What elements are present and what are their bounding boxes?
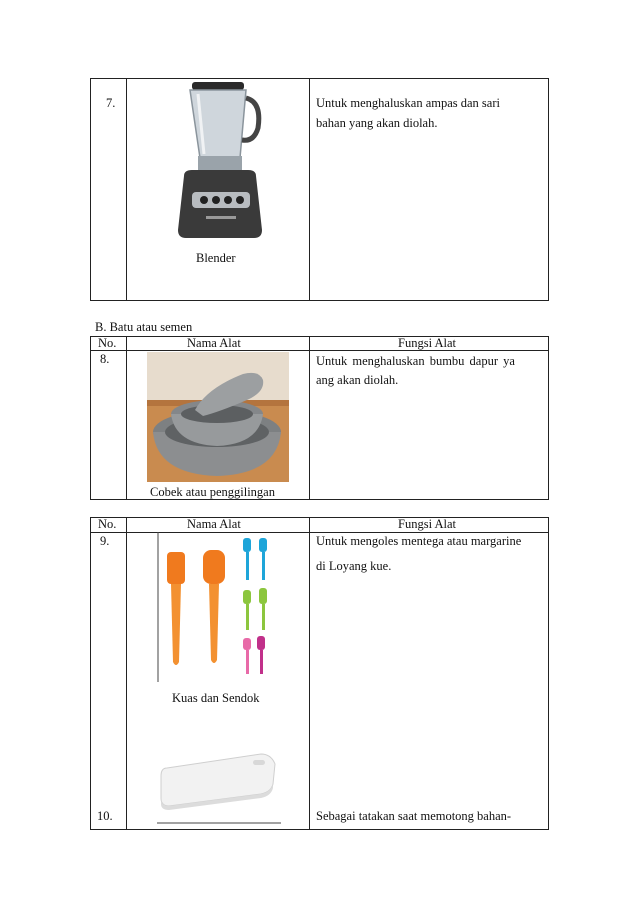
item-name: Blender <box>196 251 236 265</box>
header-function: Fungsi Alat <box>398 517 456 531</box>
brush-spatula-image <box>157 532 277 682</box>
table-divider <box>309 517 310 830</box>
item-name: Kuas dan Sendok <box>172 691 260 705</box>
table-divider <box>309 78 310 301</box>
function-line: ang akan diolah. <box>316 373 399 388</box>
header-function: Fungsi Alat <box>398 336 456 350</box>
row-number: 7. <box>106 96 116 110</box>
row-number: 9. <box>100 534 110 548</box>
header-no: No. <box>98 517 117 531</box>
function-line: Untuk menghaluskan bumbu dapur ya <box>316 354 515 368</box>
row-number: 8. <box>100 352 110 366</box>
function-text: Untuk mengoles mentega atau margarine <box>316 534 522 548</box>
section-heading: B. Batu atau semen <box>95 320 193 334</box>
function-text <box>316 352 542 391</box>
header-no: No. <box>98 336 117 350</box>
blender-image <box>170 80 270 245</box>
function-text: Sebagai tatakan saat memotong bahan- <box>316 809 512 823</box>
function-text: bahan yang akan diolah. <box>316 116 438 130</box>
header-divider <box>90 350 549 351</box>
item-name: Cobek atau penggilingan <box>150 485 275 499</box>
header-name: Nama Alat <box>187 517 241 531</box>
cutting-board-image <box>157 748 281 824</box>
function-text: di Loyang kue. <box>316 559 392 573</box>
table-divider <box>309 336 310 500</box>
table-divider <box>126 336 127 500</box>
header-name: Nama Alat <box>187 336 241 350</box>
table-divider <box>126 78 127 301</box>
function-text: Untuk menghaluskan ampas dan sari <box>316 96 500 110</box>
mortar-pestle-image <box>147 352 289 482</box>
table-divider <box>126 517 127 830</box>
row-number: 10. <box>97 809 113 823</box>
